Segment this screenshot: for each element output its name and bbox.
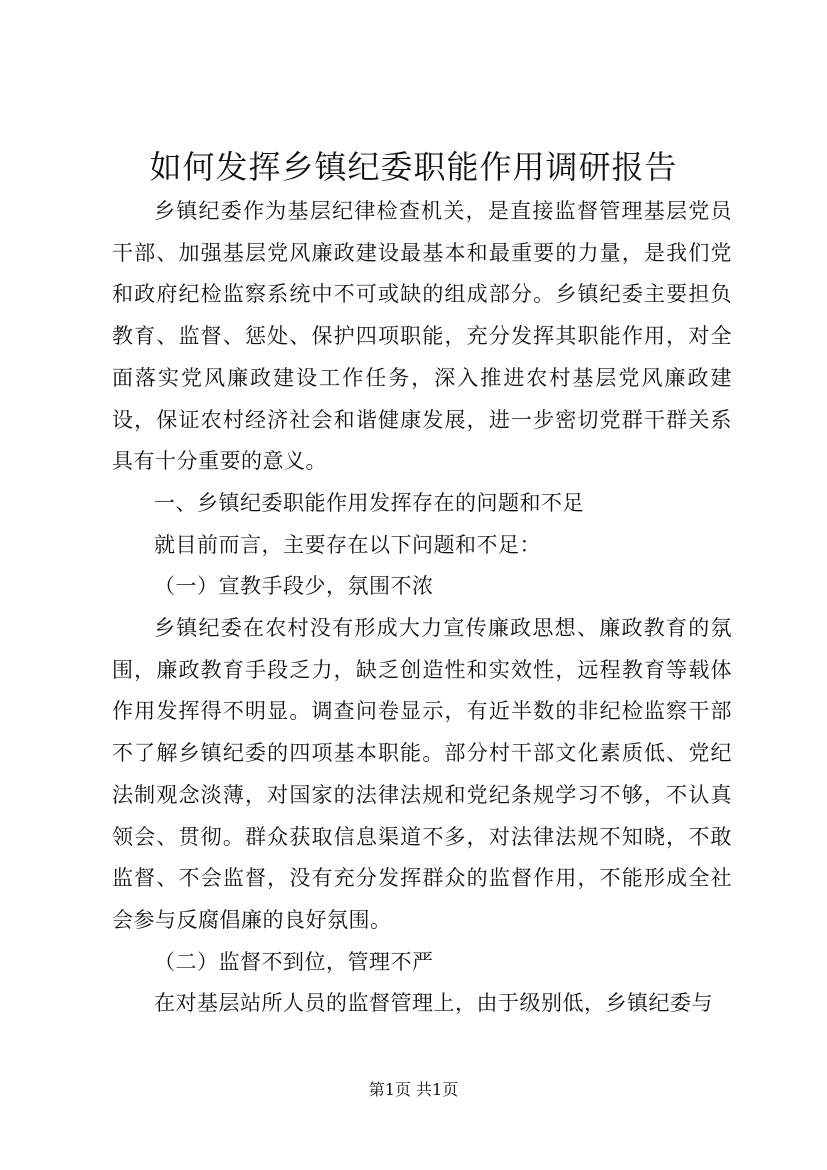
paragraph-subsection-2: 在对基层站所人员的监督管理上，由于级别低，乡镇纪委与	[154, 991, 713, 1016]
subsection-heading-1: （一）宣教手段少，氛围不浓	[154, 574, 434, 599]
document-title: 如何发挥乡镇纪委职能作用调研报告	[149, 148, 678, 186]
page-footer: 第1页 共1页	[368, 1080, 459, 1099]
section-heading-1: 一、乡镇纪委职能作用发挥存在的问题和不足	[154, 490, 584, 515]
paragraph-subsection-1: 乡镇纪委在农村没有形成大力宣传廉政思想、廉政教育的氛围，廉政教育手段乏力，缺乏创造性和实效性，远程教育等载体作用发挥得不明显。调查问卷显示，有近半数的非纪检监察干部不了解乡镇纪委的四项基本职能。部分村干部文化素质低、党纪法制观念淡薄，对国家的法律法规和党纪条规学习不够，不认真领会、贯彻。群众获取信息渠道不多，对法律法规不知晓，不敢监督、不会监督，没有充分发挥群众的监督作用，不能形成全社会参与反腐倡廉的良好氛围。	[112, 616, 732, 932]
paragraph-summary: 就目前而言，主要存在以下问题和不足：	[154, 532, 541, 557]
paragraph-intro: 乡镇纪委作为基层纪律检查机关，是直接监督管理基层党员干部、加强基层党风廉政建设最基本和最重要的力量，是我们党和政府纪检监察系统中不可或缺的组成部分。乡镇纪委主要担负教育、监督、惩处、保护四项职能，充分发挥其职能作用，对全面落实党风廉政建设工作任务，深入推进农村基层党风廉政建设，保证农村经济社会和谐健康发展，进一步密切党群干群关系具有十分重要的意义。	[112, 199, 732, 474]
subsection-heading-2: （二）监督不到位，管理不严	[154, 949, 434, 974]
document-body	[112, 191, 732, 1025]
